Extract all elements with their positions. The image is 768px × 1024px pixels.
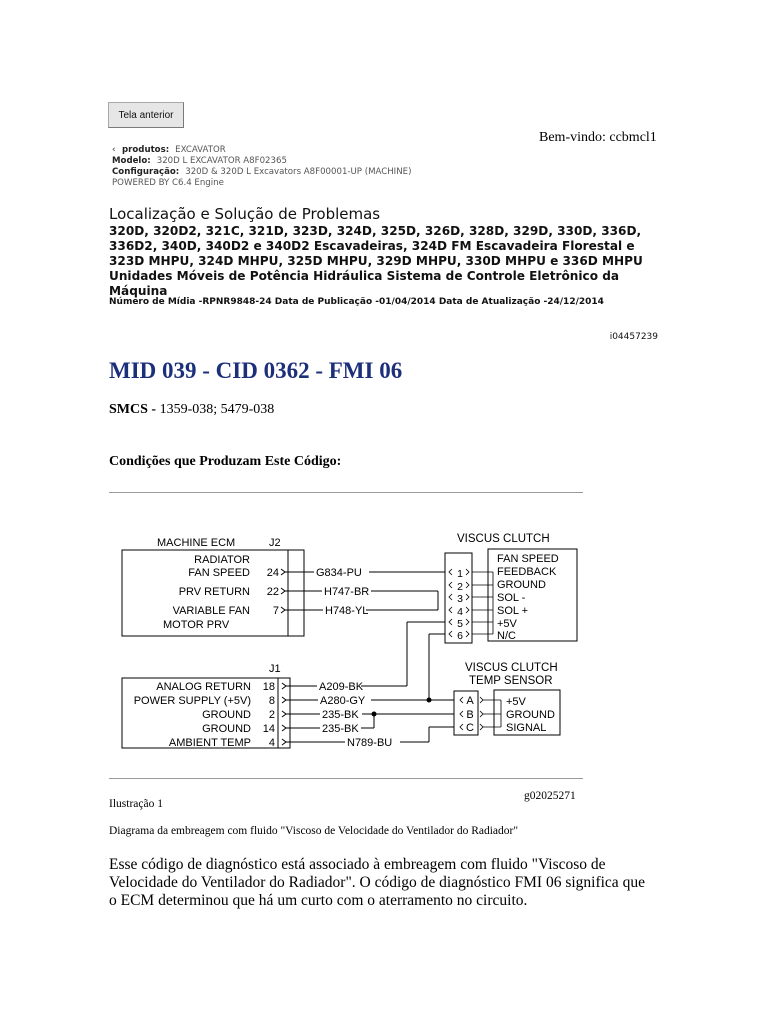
media-info: Número de Mídia -RPNR9848-24 Data de Publicação -01/04/2014 Data de Atualização -24/12/2014 <box>109 297 604 307</box>
figure-id: g02025271 <box>524 790 576 802</box>
j1-pin-2: 2 <box>268 709 275 721</box>
wire-h748: H748-YL <box>325 605 369 617</box>
clutch-pin-5: 5 <box>457 618 463 630</box>
wire-h747: H747-BR <box>324 586 370 598</box>
wire-a209: A209-BK <box>319 681 364 693</box>
splice-dot-ground <box>372 712 377 717</box>
j2-pin-7: 7 <box>272 605 279 617</box>
j2-label-prv-return: PRV RETURN <box>178 586 250 598</box>
wire-n789: N789-BU <box>347 737 393 749</box>
viscus-clutch-label: VISCUS CLUTCH <box>457 533 550 545</box>
body-paragraph: Esse código de diagnóstico está associado à embreagem com fluido "Viscoso de Velocidade do Ventilador do Radiador". O código de diagnóstico FMI 06 significa que o ECM determinou que há um curto com o aterramento no circuito. <box>109 856 645 909</box>
sensor-pin-c: C <box>466 722 474 734</box>
config-label: Configuração: <box>112 167 180 177</box>
clutch-pin-6: 6 <box>457 630 463 642</box>
chevron-left-icon[interactable]: ‹ <box>112 145 116 155</box>
config-row <box>112 167 411 178</box>
engine-row: POWERED BY C6.4 Engine <box>112 178 224 188</box>
clutch-label-nc: N/C <box>497 630 516 642</box>
clutch-label-sol-minus: SOL - <box>497 592 526 604</box>
model-value: 320D L EXCAVATOR A8F02365 <box>156 156 287 166</box>
config-value: 320D & 320D L Excavators A8F00001-UP (MACHINE) <box>185 167 412 177</box>
j2-label-motor-prv: MOTOR PRV <box>163 619 230 631</box>
smcs-value: 1359-038; 5479-038 <box>159 402 275 417</box>
wire-235-2: 235-BK <box>322 723 359 735</box>
sensor-label-5v: +5V <box>506 696 526 708</box>
j2-pin-22: 22 <box>266 586 279 598</box>
model-label: Modelo: <box>112 156 151 166</box>
sensor-title-1: VISCUS CLUTCH <box>465 662 558 674</box>
j2-pin-24: 24 <box>266 567 279 579</box>
product-meta <box>112 145 411 189</box>
j2-label-radiator: RADIATOR <box>194 554 250 566</box>
j1-label-ground-1: GROUND <box>202 709 251 721</box>
sensor-pin-b: B <box>466 709 474 721</box>
machine-ecm-label: MACHINE ECM <box>157 537 236 549</box>
figure-caption: Diagrama da embreagem com fluido "Viscoso de Velocidade do Ventilador do Radiador" <box>109 825 519 837</box>
j2-label-variable-fan: VARIABLE FAN <box>172 605 250 617</box>
clutch-label-fan-speed: FAN SPEED <box>497 553 559 565</box>
j2-label: J2 <box>269 537 281 549</box>
divider-bottom <box>109 778 583 779</box>
clutch-pin-3: 3 <box>457 593 463 605</box>
doc-models: 320D, 320D2, 321C, 321D, 323D, 324D, 325D, 326D, 328D, 329D, 330D, 336D, 336D2, 340D, 340D2 e 340D2 Escavadeiras, 324D FM Escavadeira Florestal e 323D MHPU, 324D MHPU, 325D MHPU, 329D MHPU, 330D MHPU e 336D MHPU Unidades Móveis de Potência Hidráulica Sistema de Controle Eletrônico da Máquina <box>109 224 643 298</box>
j1-pin-8: 8 <box>268 695 275 707</box>
j1-pin-14: 14 <box>262 723 275 735</box>
products-value: EXCAVATOR <box>175 145 226 155</box>
j1-pin-18: 18 <box>262 681 275 693</box>
sensor-label-signal: SIGNAL <box>506 722 547 734</box>
clutch-label-sol-plus: SOL + <box>497 605 529 617</box>
sensor-label-ground: GROUND <box>506 709 555 721</box>
j1-label-ground-2: GROUND <box>202 723 251 735</box>
j1-label-ambient-temp: AMBIENT TEMP <box>168 737 251 749</box>
doc-id: i04457239 <box>609 332 658 342</box>
j1-label: J1 <box>269 663 281 675</box>
figure-label: Ilustração 1 <box>109 798 163 810</box>
conditions-heading: Condições que Produzam Este Código: <box>109 454 342 469</box>
j1-label-power-supply: POWER SUPPLY (+5V) <box>133 695 251 707</box>
j2-label-fan-speed: FAN SPEED <box>188 567 250 579</box>
products-label: produtos: <box>122 145 170 155</box>
wiring-diagram <box>109 520 589 782</box>
clutch-label-ground: GROUND <box>497 579 546 591</box>
products-row <box>112 145 411 156</box>
wire-g834: G834-PU <box>316 567 362 579</box>
page-title: MID 039 - CID 0362 - FMI 06 <box>109 358 403 383</box>
sensor-pin-a: A <box>466 695 474 707</box>
j1-label-analog-return: ANALOG RETURN <box>156 681 251 693</box>
clutch-pin-4: 4 <box>457 606 463 618</box>
smcs-line <box>109 402 274 418</box>
clutch-pin-1: 1 <box>457 568 463 580</box>
wire-a280: A280-GY <box>320 695 366 707</box>
splice-dot-power <box>427 698 432 703</box>
wire-235-1: 235-BK <box>322 709 359 721</box>
sensor-title-2: TEMP SENSOR <box>469 675 553 687</box>
clutch-label-feedback: FEEDBACK <box>497 566 557 578</box>
smcs-label: SMCS - <box>109 402 157 417</box>
clutch-label-5v: +5V <box>497 618 517 630</box>
doc-title: Localização e Solução de Problemas <box>109 205 381 223</box>
divider-top <box>109 492 583 493</box>
model-row <box>112 156 411 167</box>
back-button[interactable]: Tela anterior <box>108 102 184 128</box>
clutch-pin-2: 2 <box>457 581 463 593</box>
welcome-text: Bem-vindo: ccbmcl1 <box>539 130 657 145</box>
j1-pin-4: 4 <box>268 737 275 749</box>
